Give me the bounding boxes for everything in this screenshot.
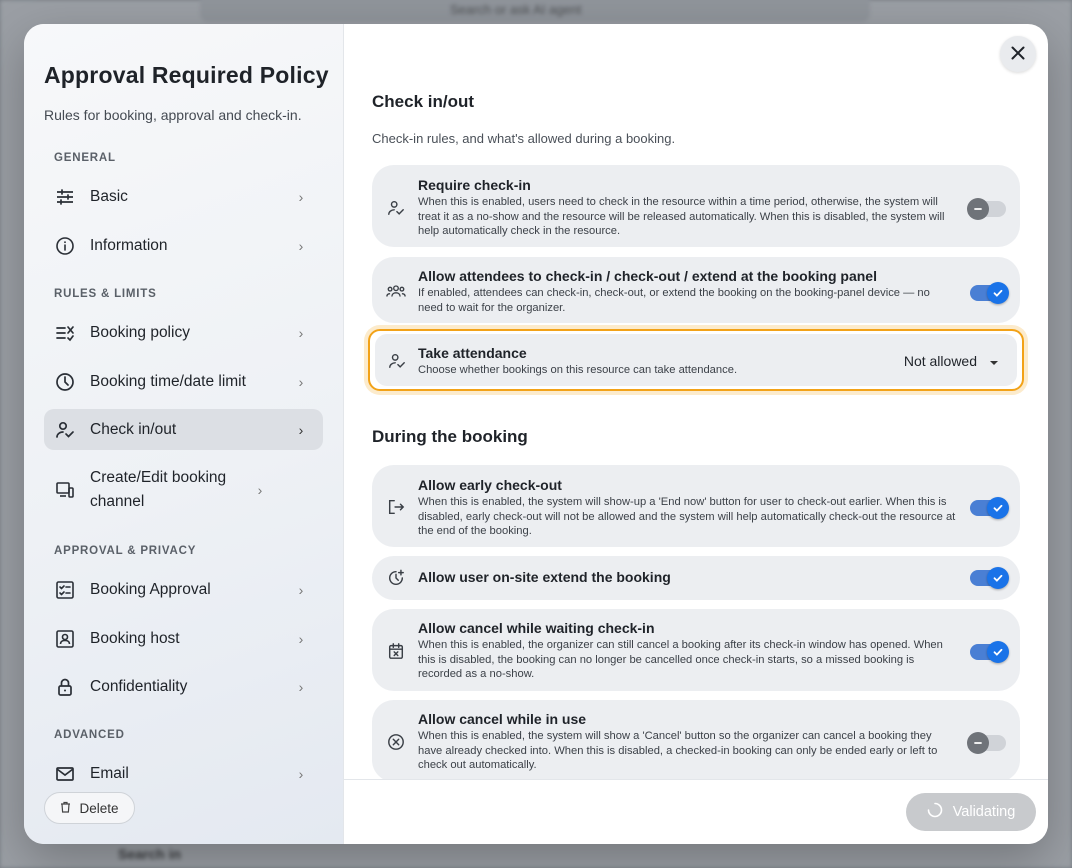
close-button[interactable]	[1000, 36, 1036, 72]
sidebar-item-label: Basic	[90, 187, 128, 205]
setting-title: Require check-in	[418, 177, 531, 193]
require-checkin-toggle[interactable]	[970, 201, 1006, 217]
sidebar-item-booking-policy[interactable]	[44, 312, 323, 353]
chevron-right-icon: ›	[298, 630, 304, 647]
caret-down-icon	[989, 353, 999, 369]
sidebar-item-confidentiality[interactable]	[44, 666, 323, 707]
setting-title: Allow early check-out	[418, 477, 562, 493]
setting-description: When this is enabled, users need to check in the resource within a time period, otherwise, the system will treat it as a no-show and the resource will be released automatically. When this is disabled, the system will help automatically check in the resource.	[418, 196, 945, 237]
cancel-in-use-toggle[interactable]	[970, 735, 1006, 751]
background-bottom-text: Search in	[118, 846, 182, 862]
sliders-icon	[54, 186, 76, 208]
sidebar-item-label: Booking time/date limit	[90, 372, 246, 390]
sidebar-item-label: Booking policy	[90, 323, 190, 341]
section-title-check-in-out: Check in/out	[372, 92, 475, 111]
content-scroll-area[interactable]	[344, 24, 1048, 779]
group-icon	[386, 281, 406, 301]
background-search-placeholder: Search or ask AI agent	[450, 2, 582, 17]
host-badge-icon	[54, 628, 76, 650]
setting-card-early-checkout	[372, 465, 1020, 547]
chevron-right-icon: ›	[298, 237, 304, 254]
exit-icon	[386, 497, 406, 517]
sidebar-item-booking-host[interactable]	[44, 618, 323, 659]
cancel-waiting-toggle[interactable]	[970, 644, 1006, 660]
chevron-right-icon: ›	[257, 482, 263, 498]
sidebar-item-label: Booking Approval	[90, 580, 211, 598]
minus-icon	[967, 732, 989, 754]
sidebar-item-check-in-out[interactable]	[44, 409, 323, 450]
chevron-right-icon: ›	[298, 421, 304, 438]
trash-icon	[60, 801, 71, 816]
sidebar-item-booking-approval[interactable]	[44, 569, 323, 610]
sidebar	[24, 24, 344, 844]
setting-card-require-checkin	[372, 165, 1020, 247]
sidebar-item-label: Confidentiality	[90, 677, 188, 695]
person-check-icon	[387, 351, 407, 371]
check-icon	[987, 282, 1009, 304]
chevron-right-icon: ›	[298, 188, 304, 205]
spinner-icon	[927, 802, 943, 822]
validate-label: Validating	[952, 804, 1016, 820]
sidebar-item-information[interactable]	[44, 225, 323, 266]
chevron-right-icon: ›	[298, 581, 304, 598]
setting-title: Take attendance	[418, 345, 527, 361]
info-icon	[54, 235, 76, 257]
modal-subtitle: Rules for booking, approval and check-in.	[44, 107, 302, 123]
policy-modal	[24, 24, 1048, 844]
setting-description: If enabled, attendees can check-in, check-out, or extend the booking on the booking-panel device — no need to wait for the organizer.	[418, 287, 930, 314]
setting-card-attendees-panel	[372, 257, 1020, 323]
sidebar-item-booking-time-limit[interactable]	[44, 361, 323, 402]
delete-label: Delete	[79, 800, 119, 816]
section-approval-privacy: APPROVAL & PRIVACY	[54, 545, 197, 557]
chevron-right-icon: ›	[298, 765, 304, 782]
sidebar-item-label: Information	[90, 236, 168, 254]
sidebar-item-email[interactable]	[44, 753, 323, 794]
section-description: Check-in rules, and what's allowed during a booking.	[372, 131, 676, 146]
validate-button[interactable]	[906, 793, 1036, 831]
onsite-extend-toggle[interactable]	[970, 570, 1006, 586]
setting-description: When this is enabled, the system will show a 'Cancel' button so the organizer can cancel a booking they have already checked into. When this is disabled, a checked-in booking can only be ended early or left to check out automatically.	[418, 730, 938, 771]
select-value: Not allowed	[903, 353, 977, 369]
section-advanced: ADVANCED	[54, 729, 125, 741]
sidebar-item-booking-channel[interactable]	[44, 459, 323, 521]
check-icon	[987, 567, 1009, 589]
sidebar-item-basic[interactable]	[44, 176, 323, 217]
devices-icon	[54, 479, 76, 501]
setting-title: Allow cancel while waiting check-in	[418, 620, 655, 636]
setting-card-cancel-in-use	[372, 700, 1020, 779]
section-general: GENERAL	[54, 152, 116, 164]
clock-icon	[54, 371, 76, 393]
modal-title: Approval Required Policy	[44, 62, 329, 88]
setting-description: When this is enabled, the organizer can still cancel a booking after its check-in window has opened. When this is disabled, the booking can no longer be cancelled once check-in starts, so a missed booking is recorded as a no-show.	[418, 639, 943, 680]
approval-check-icon	[54, 579, 76, 601]
section-rules-limits: RULES & LIMITS	[54, 288, 157, 300]
sidebar-item-label: Create/Edit booking channel	[90, 469, 227, 510]
circle-x-icon	[386, 732, 406, 752]
calendar-x-icon	[386, 641, 406, 661]
check-icon	[987, 641, 1009, 663]
take-attendance-select[interactable]	[904, 353, 999, 369]
person-check-icon	[54, 419, 76, 441]
early-checkout-toggle[interactable]	[970, 500, 1006, 516]
clock-plus-icon	[386, 568, 406, 588]
modal-footer	[344, 779, 1048, 844]
minus-icon	[967, 198, 989, 220]
close-icon	[1011, 46, 1025, 63]
chevron-right-icon: ›	[298, 324, 304, 341]
setting-card-cancel-waiting	[372, 609, 1020, 691]
chevron-right-icon: ›	[298, 678, 304, 695]
lock-icon	[54, 676, 76, 698]
setting-card-take-attendance	[375, 334, 1017, 386]
setting-title: Allow cancel while in use	[418, 711, 587, 727]
delete-button[interactable]	[44, 792, 135, 824]
sidebar-item-label: Booking host	[90, 629, 180, 647]
sidebar-item-label: Email	[90, 764, 129, 782]
setting-title: Allow attendees to check-in / check-out / extend at the booking panel	[418, 268, 877, 284]
section-title-during-booking: During the booking	[372, 427, 528, 446]
setting-description: When this is enabled, the system will show-up a 'End now' button for user to check-out earlier. When this is disabled, early check-out will not be allowed and the system will help automatically check-out the resource at the end of the booking.	[418, 496, 956, 537]
person-check-icon	[386, 198, 406, 218]
setting-description: Choose whether bookings on this resource can take attendance.	[418, 364, 738, 376]
check-icon	[987, 497, 1009, 519]
content-panel	[344, 24, 1048, 844]
setting-card-onsite-extend	[372, 556, 1020, 600]
attendees-panel-toggle[interactable]	[970, 285, 1006, 301]
chevron-right-icon: ›	[298, 373, 304, 390]
mail-icon	[54, 763, 76, 785]
sidebar-item-label: Check in/out	[90, 420, 177, 438]
policy-list-icon	[54, 322, 76, 344]
setting-title: Allow user on-site extend the booking	[418, 569, 671, 585]
